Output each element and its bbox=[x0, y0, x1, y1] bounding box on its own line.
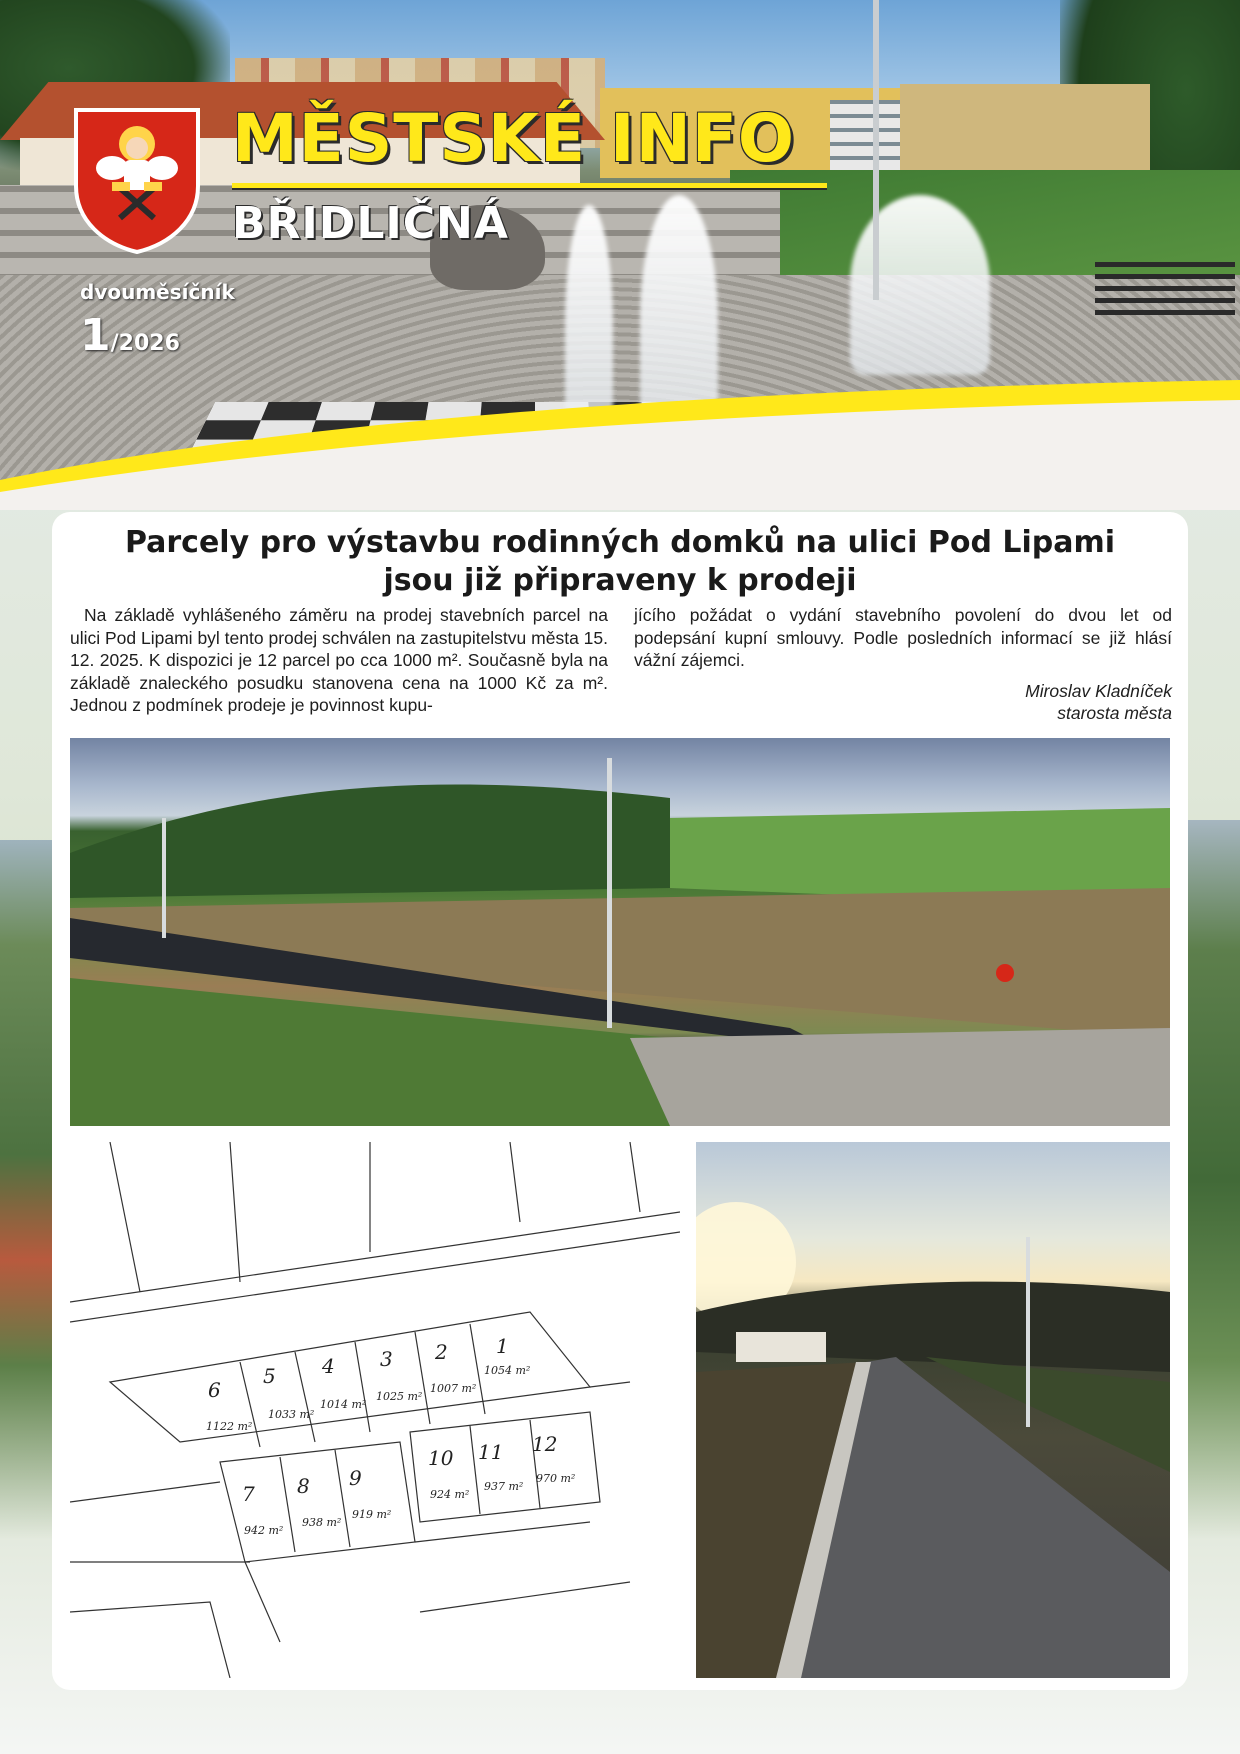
masthead-title: MĚSTSKÉ INFO bbox=[232, 100, 796, 177]
parcel-area: 1033 m² bbox=[268, 1408, 315, 1421]
issue-number-value: 1 bbox=[80, 310, 111, 361]
construction-site-drawing bbox=[70, 738, 1170, 1126]
bench bbox=[1095, 255, 1235, 315]
signature bbox=[634, 680, 1172, 725]
cultural-house bbox=[900, 84, 1150, 182]
author-role: starosta města bbox=[1057, 703, 1172, 723]
parcel-number: 5 bbox=[263, 1364, 276, 1388]
parcel-number: 10 bbox=[428, 1446, 454, 1470]
headline-line-2: jsou již připraveny k prodeji bbox=[383, 563, 857, 598]
parcel-number: 7 bbox=[242, 1482, 255, 1506]
lamp-post bbox=[873, 0, 879, 300]
parcel-number: 8 bbox=[297, 1474, 310, 1498]
parcel-plan bbox=[70, 1142, 680, 1678]
parcel-area: 919 m² bbox=[352, 1508, 392, 1521]
parcel-number: 11 bbox=[478, 1440, 504, 1464]
parcel-area: 970 m² bbox=[536, 1472, 576, 1485]
parcel-number: 3 bbox=[380, 1347, 393, 1371]
construction-site-photo bbox=[70, 738, 1170, 1126]
masthead-rule bbox=[232, 183, 827, 188]
parcel-area: 1025 m² bbox=[376, 1390, 423, 1403]
article-panel bbox=[52, 512, 1188, 1690]
parcel-area: 942 m² bbox=[244, 1524, 284, 1537]
parcel-number: 6 bbox=[208, 1378, 221, 1402]
parcel-number: 1 bbox=[496, 1334, 509, 1358]
parcel-number: 4 bbox=[322, 1354, 335, 1378]
header-wave bbox=[0, 380, 1240, 510]
new-road-photo bbox=[696, 1142, 1170, 1678]
issue-year: /2026 bbox=[110, 331, 180, 356]
parcel-number: 12 bbox=[532, 1432, 558, 1456]
article-text-right: jícího požádat o vydání stavebního povolení do dvou let od podepsání kupní smlouvy. Podle posledních informací se již hlásí vážní zájemci. bbox=[634, 605, 1172, 670]
parcel-plan-drawing bbox=[70, 1142, 680, 1678]
new-road-drawing bbox=[696, 1142, 1170, 1678]
coat-of-arms-icon bbox=[72, 106, 202, 256]
parcel-area: 924 m² bbox=[430, 1488, 470, 1501]
landscape-left bbox=[0, 840, 55, 1540]
author-name: Miroslav Kladníček bbox=[1025, 680, 1172, 701]
article-column-right bbox=[634, 604, 1172, 725]
parcel-area: 1014 m² bbox=[320, 1398, 367, 1411]
parcel-area: 937 m² bbox=[484, 1480, 524, 1493]
parcel-area: 1007 m² bbox=[430, 1382, 477, 1395]
headline-line-1: Parcely pro výstavbu rodinných domků na ulici Pod Lipami bbox=[124, 525, 1116, 560]
article-column-left: Na základě vyhlášeného záměru na prodej stavebních parcel na ulici Pod Lipami byl tento prodej schválen na zastupitelstvu města 15. 12. 2025. K dispozici je 12 parcel po cca 1000 m². Současně byla na základě znaleckého posudku stanovena cena na 1000 Kč za m². Jednou z podmínek prodeje je povinnost kupu- bbox=[70, 605, 608, 715]
masthead-town: BŘIDLIČNÁ bbox=[232, 198, 509, 249]
fountain-jet bbox=[850, 195, 990, 375]
parcel-number: 2 bbox=[435, 1340, 448, 1364]
parcel-number: 9 bbox=[349, 1466, 362, 1490]
parcel-area: 1122 m² bbox=[206, 1420, 253, 1433]
parcel-area: 938 m² bbox=[302, 1516, 342, 1529]
issue-number bbox=[80, 310, 180, 361]
issue-frequency: dvouměsíčník bbox=[80, 280, 235, 304]
building-windows bbox=[830, 100, 900, 170]
landscape-right bbox=[1185, 820, 1240, 1540]
article-headline bbox=[52, 524, 1188, 600]
parcel-area: 1054 m² bbox=[484, 1364, 531, 1377]
